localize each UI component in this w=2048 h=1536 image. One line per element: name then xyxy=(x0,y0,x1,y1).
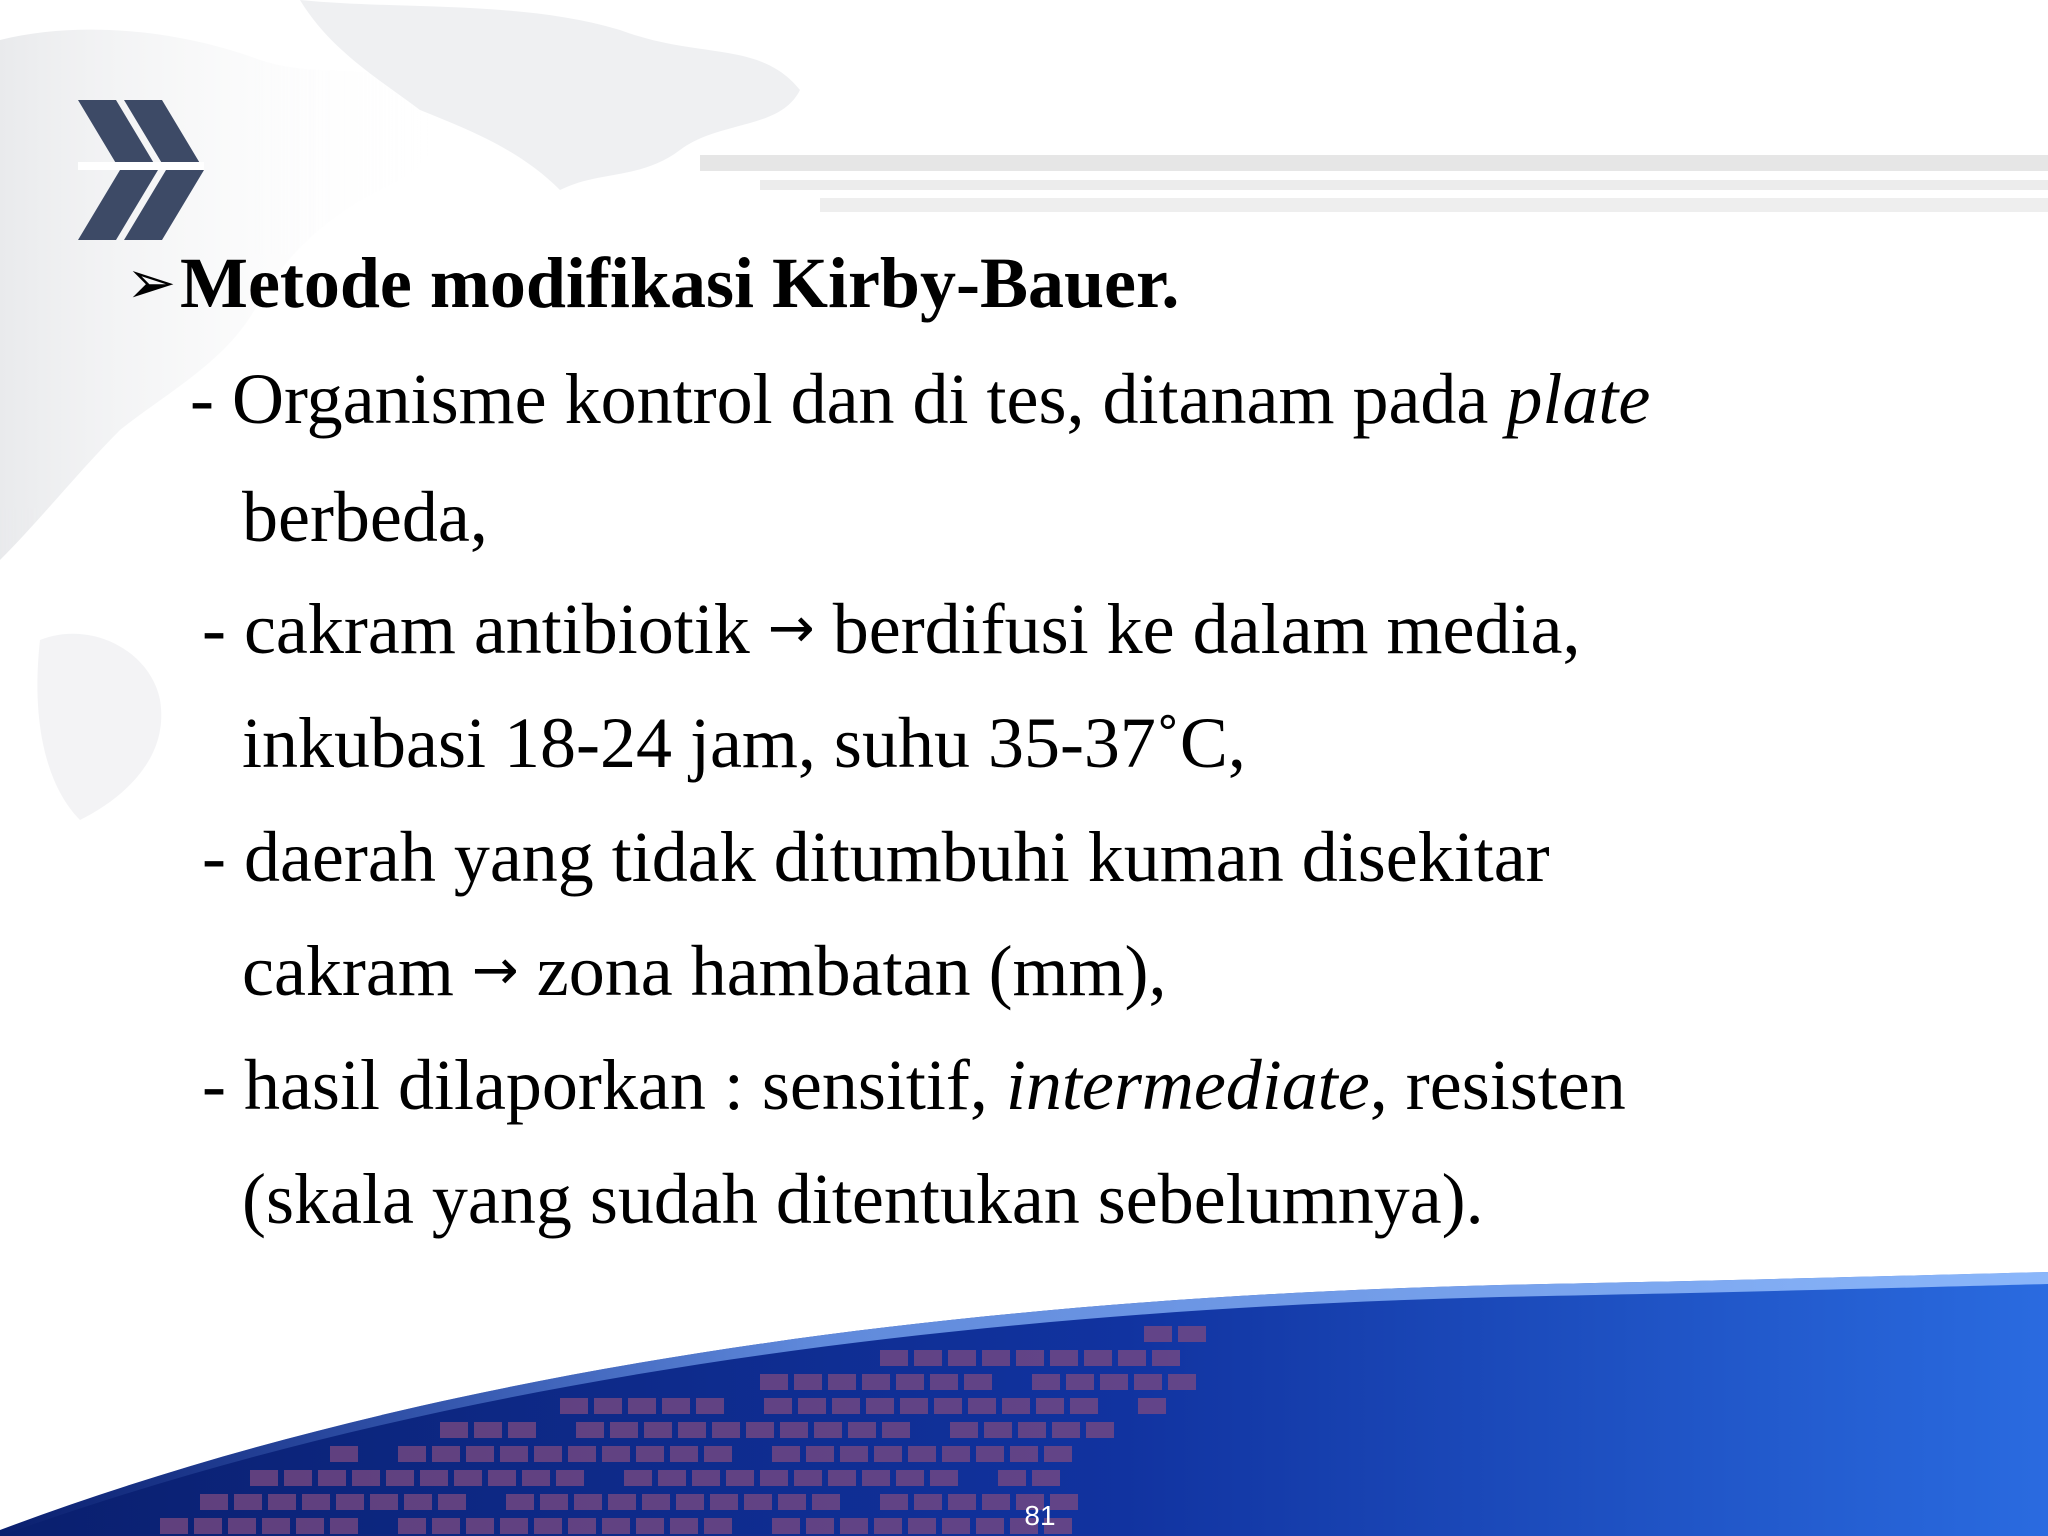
body-line-3: - cakram antibiotik → berdifusi ke dalam media, xyxy=(202,589,1581,669)
body-line-1: - Organisme kontrol dan di tes, ditanam pada plate xyxy=(190,359,1651,439)
body-line-6: cakram → zona hambatan (mm), xyxy=(242,931,1167,1011)
body-line-2: berbeda, xyxy=(242,477,488,557)
arrow-bullet-icon: ➢ xyxy=(126,248,177,318)
body-line-5: - daerah yang tidak ditumbuhi kuman disekitar xyxy=(202,817,1550,897)
body-line-7: - hasil dilaporkan : sensitif, intermediate, resisten xyxy=(202,1045,1626,1125)
page-number: 81 xyxy=(1024,1500,1056,1531)
body-line-8: (skala yang sudah ditentukan sebelumnya). xyxy=(242,1159,1484,1239)
right-arrow-icon: → xyxy=(767,596,815,661)
body-line-4: inkubasi 18-24 jam, suhu 35-37˚C, xyxy=(242,703,1246,783)
slide-heading: ➢Metode modifikasi Kirby-Bauer. xyxy=(126,240,1179,326)
right-arrow-icon: → xyxy=(471,938,519,1003)
